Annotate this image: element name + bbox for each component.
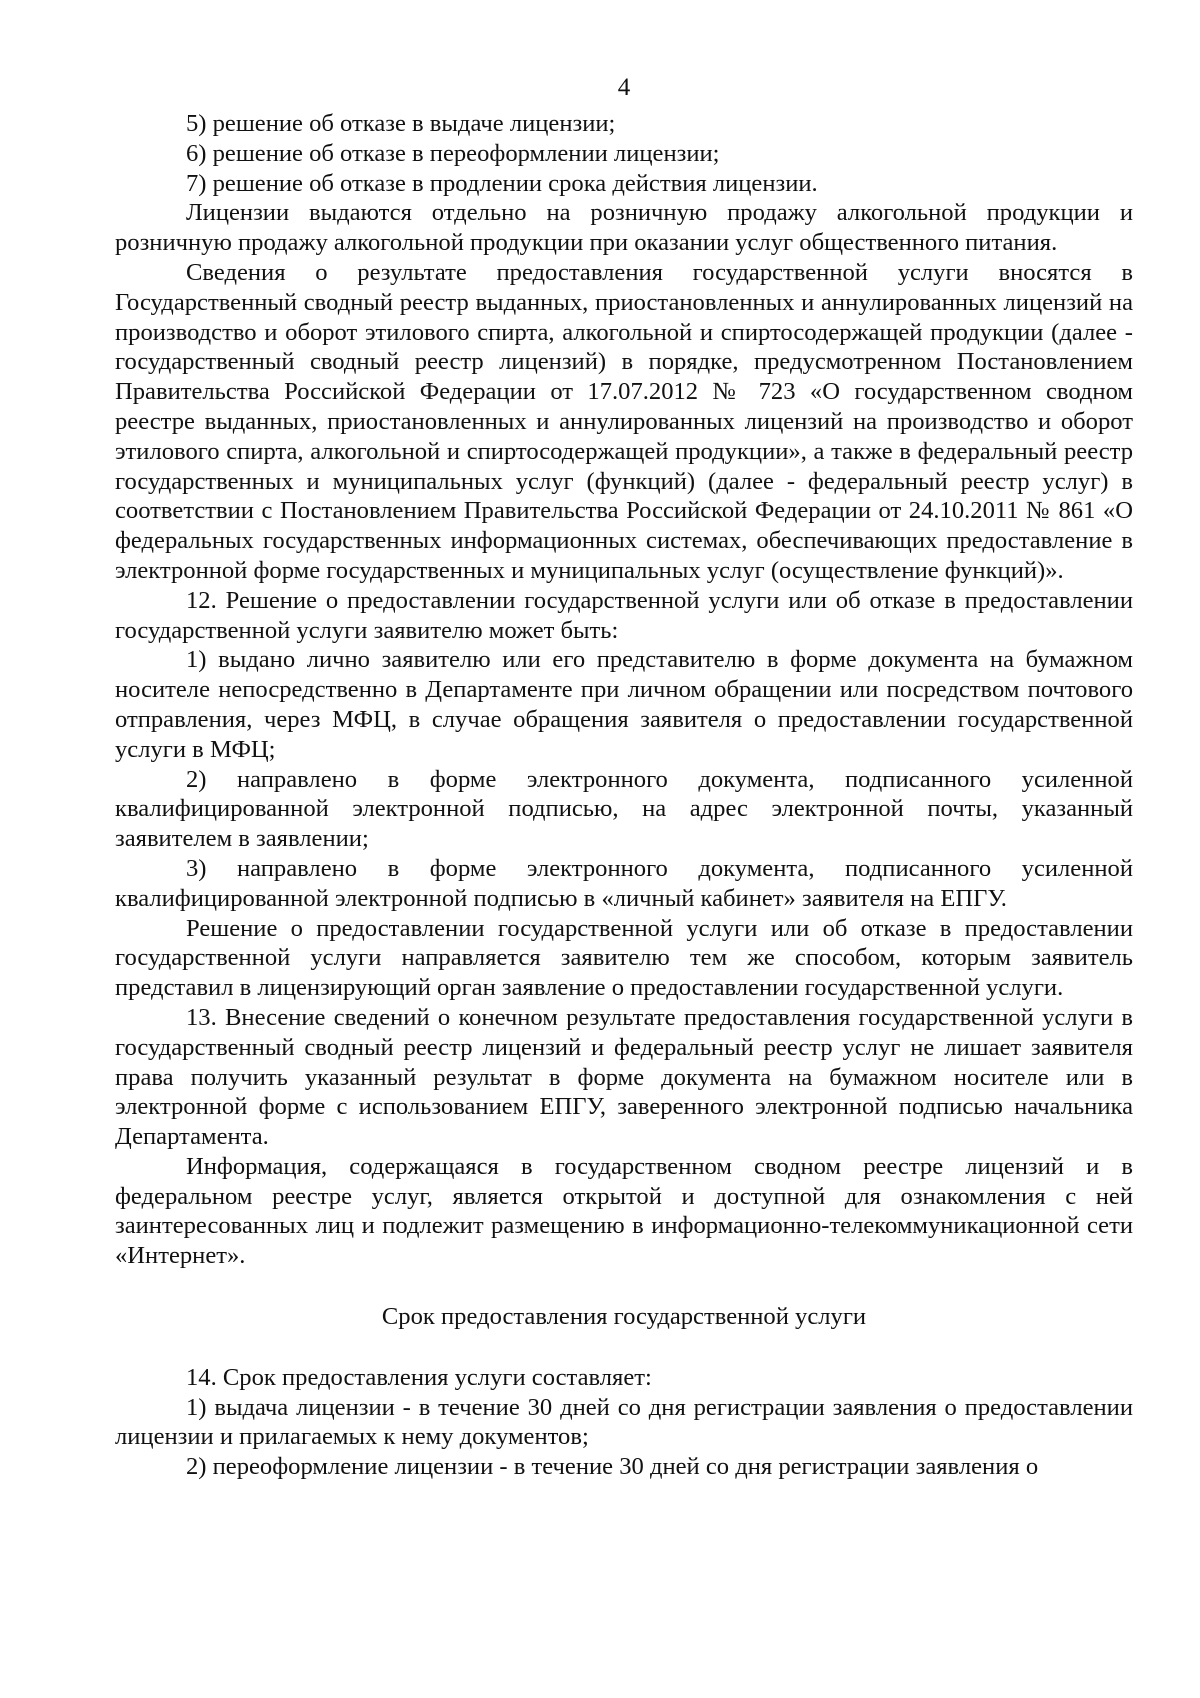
paragraph-registry-information: Сведения о результате предоставления государственной услуги вносятся в Государственный сводный реестр выданных, приостановленных и аннулированных лицензий на производство и оборот этилового спирта, алкогольной и спиртосодержащей продукции (далее - государственный сводный реестр лицензий) в порядке, предусмотренном Постановлением Правительства Российской Федерации от 17.07.2012 № 723 «О государственном сводном реестре выданных, приостановленных и аннулированных лицензий на производство и оборот этилового спирта, алкогольной и спиртосодержащей продукции», а также в федеральный реестр государственных и муниципальных услуг (функций) (далее - федеральный реестр услуг) в соответствии с Постановлением Правительства Российской Федерации от 24.10.2011 № 861 «О федеральных государственных информационных системах, обеспечивающих предоставление в электронной форме государственных и муниципальных услуг (осуществление функций)». bbox=[115, 258, 1133, 584]
list-item-refusal-reissue: 6) решение об отказе в переоформлении лицензии; bbox=[186, 139, 720, 167]
paragraph-decision-delivery-method: Решение о предоставлении государственной услуги или об отказе в предоставлении государственной услуги направляется заявителю тем же способом, которым заявитель представил в лицензирующий орган заявление о предоставлении государственной услуги. bbox=[115, 914, 1133, 1002]
section-heading: Срок предоставления государственной услуги bbox=[381, 1303, 867, 1331]
list-item-refusal-extension: 7) решение об отказе в продлении срока действия лицензии. bbox=[186, 169, 818, 197]
list-item-refusal-issue: 5) решение об отказе в выдаче лицензии; bbox=[186, 110, 616, 137]
list-item-sent-by-email: 2) направлено в форме электронного документа, подписанного усиленной квалифицированной электронной подписью, на адрес электронной почты, указанный заявителем в заявлении; bbox=[115, 765, 1133, 853]
list-item-license-issue-term: 1) выдача лицензии - в течение 30 дней со дня регистрации заявления о предоставлении лицензии и прилагаемых к нему документов; bbox=[115, 1393, 1133, 1451]
paragraph-registry-open-information: Информация, содержащаяся в государственном сводном реестре лицензий и в федеральном реестре услуг, является открытой и доступной для ознакомления с ней заинтересованных лиц и подлежит размещению в информационно-телекоммуникационной сети «Интернет». bbox=[115, 1152, 1133, 1270]
list-item-issued-in-person: 1) выдано лично заявителю или его представителю в форме документа на бумажном носителе непосредственно в Департаменте при личном обращении или посредством почтового отправления, через МФЦ, в случае обращения заявителя о предоставлении государственной услуги в МФЦ; bbox=[115, 646, 1133, 763]
paragraph-licenses-issued-separately: Лицензии выдаются отдельно на розничную продажу алкогольной продукции и розничную продажу алкогольной продукции при оказании услуг общественного питания. bbox=[115, 199, 1133, 257]
paragraph-13-registry-entry: 13. Внесение сведений о конечном результате предоставления государственной услуги в государственный сводный реестр лицензий и федеральный реестр услуг не лишает заявителя права получить указанный результат в форме документа на бумажном носителе или в электронной форме с использованием ЕПГУ, заверенного электронной подписью начальника Департамента. bbox=[115, 1003, 1133, 1151]
document-page bbox=[115, 72, 1133, 1482]
paragraph-14-service-term: 14. Срок предоставления услуги составляет: bbox=[186, 1363, 652, 1391]
page-number: 4 bbox=[617, 74, 631, 101]
list-item-license-reissue-term: 2) переоформление лицензии - в течение 30 дней со дня регистрации заявления о bbox=[186, 1453, 1039, 1481]
paragraph-12-decision: 12. Решение о предоставлении государственной услуги или об отказе в предоставлении государственной услуги заявителю может быть: bbox=[115, 586, 1133, 644]
list-item-sent-to-epgu-cabinet: 3) направлено в форме электронного документа, подписанного усиленной квалифицированной электронной подписью в «личный кабинет» заявителя на ЕПГУ. bbox=[115, 854, 1133, 912]
